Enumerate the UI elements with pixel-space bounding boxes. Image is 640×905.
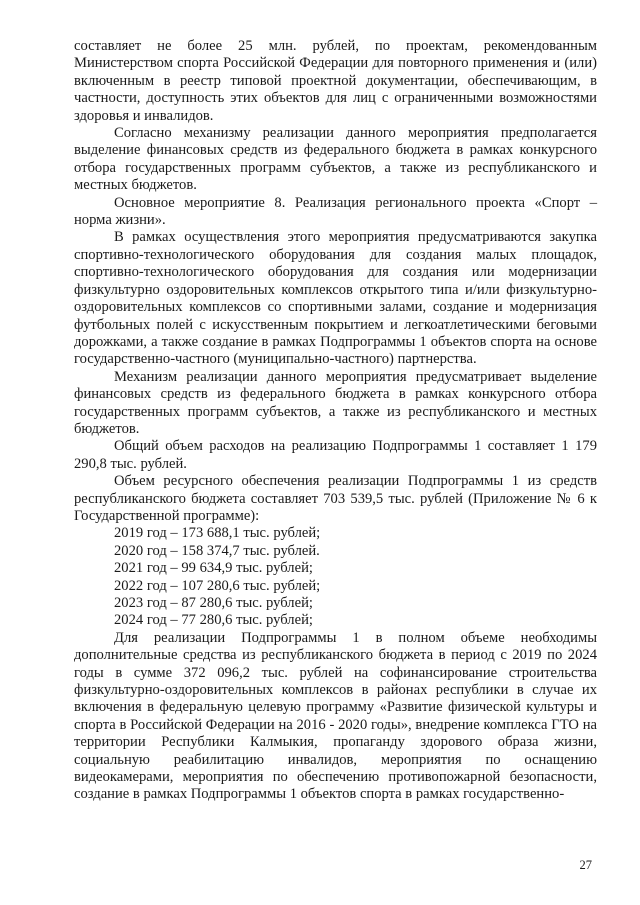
year-line-2022: 2022 год – 107 280,6 тыс. рублей; xyxy=(114,577,321,594)
year-line-2019: 2019 год – 173 688,1 тыс. рублей; xyxy=(114,525,321,542)
paragraph-continuation: составляет не более 25 млн. рублей, по проектам, рекомендованным Министерством спорта Российской Федерации для повторного применения и (или) включенным в реестр типовой проектной документации, обеспечивающим, в частности, доступность этих объектов для лиц с ограниченными возможностями здоровья и инвалидов. xyxy=(74,38,597,124)
year-line-2021: 2021 год – 99 634,9 тыс. рублей; xyxy=(114,560,313,577)
paragraph-total-expenses: Общий объем расходов на реализацию Подпрограммы 1 составляет 1 179 290,8 тыс. рублей. xyxy=(74,438,597,472)
paragraph-event-scope: В рамках осуществления этого мероприятия предусматриваются закупка спортивно-технологического оборудования для создания малых площадок, спортивно-технологического оборудования для создания или модернизации физкультурно оздоровительных комплексов открытого типа и/или физкультурно-оздоровительных комплексов со спортивными залами, создание и модернизация футбольных полей с искусственным покрытием и легкоатлетическими беговыми дорожками, а также создание в рамках Подпрограммы 1 объектов спорта на основе государственно-частного (муниципально-частного) партнерства. xyxy=(74,229,597,368)
page-number: 27 xyxy=(579,858,592,872)
document-body xyxy=(74,38,597,804)
paragraph-additional-funds: Для реализации Подпрограммы 1 в полном объеме необходимы дополнительные средства из республиканского бюджета в период с 2019 по 2024 годы в сумме 372 096,2 тыс. рублей на софинансирование строительства физкультурно-оздоровительных комплексов в районах республики в случае их включения в федеральную целевую программу «Развитие физической культуры и спорта в Российской Федерации на 2016 - 2020 годы», внедрение комплекса ГТО на территории Республики Калмыкия, пропаганду здорового образа жизни, социальную реабилитацию инвалидов, мероприятия по оснащению видеокамерами, мероприятия по обеспечению противопожарной безопасности, создание в рамках Подпрограммы 1 объектов спорта в рамках государственно- xyxy=(74,629,597,803)
paragraph-implementation-mechanism: Согласно механизму реализации данного мероприятия предполагается выделение финансовых средств из федерального бюджета в рамках конкурсного отбора государственных программ субъектов, а также из республиканского и местных бюджетов. xyxy=(74,125,597,194)
paragraph-resource-provision: Объем ресурсного обеспечения реализации Подпрограммы 1 из средств республиканского бюджета составляет 703 539,5 тыс. рублей (Приложение № 6 к Государственной программе): xyxy=(74,473,597,524)
paragraph-main-event-8: Основное мероприятие 8. Реализация регионального проекта «Спорт – норма жизни». xyxy=(74,194,597,229)
year-line-2020: 2020 год – 158 374,7 тыс. рублей. xyxy=(114,542,320,559)
year-line-2023: 2023 год – 87 280,6 тыс. рублей; xyxy=(114,595,313,611)
year-line-2024: 2024 год – 77 280,6 тыс. рублей; xyxy=(114,612,313,629)
paragraph-funding-mechanism: Механизм реализации данного мероприятия предусматривает выделение финансовых средств из федерального бюджета в рамках конкурсного отбора государственных программ субъектов, а также из республиканского и местных бюджетов. xyxy=(74,368,597,437)
